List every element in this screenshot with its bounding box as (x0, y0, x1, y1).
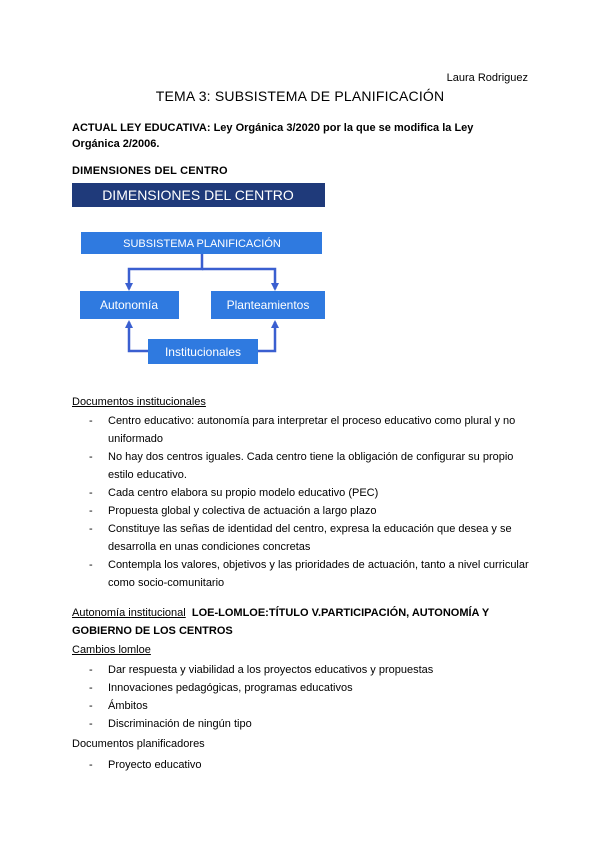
diagram-right-box-label: Planteamientos (226, 298, 310, 312)
page-title: TEMA 3: SUBSISTEMA DE PLANIFICACIÓN (155, 88, 445, 104)
docs-institucionales-list (72, 412, 532, 592)
list-item: - Propuesta global y colectiva de actuación a largo plazo (89, 505, 377, 517)
list-item: - Constituye las señas de identidad del centro, expresa la educación que desea y se desarrolla en unas condiciones concretas (89, 523, 512, 553)
list-item: - Proyecto educativo (89, 759, 202, 771)
list-item: - Innovaciones pedagógicas, programas educativos (89, 682, 353, 694)
planificadores-list (72, 756, 532, 774)
arrow-bottom-to-left (129, 322, 148, 351)
list-item: - Ámbitos (89, 700, 148, 712)
arrow-top-to-right (202, 269, 275, 289)
cambios-heading: Cambios lomloe (72, 644, 151, 656)
autonomia-law: LOE-LOMLOE:TÍTULO V.PARTICIPACIÓN, AUTONOMÍA Y GOBIERNO DE LOS CENTROS (72, 607, 490, 637)
autonomia-label: Autonomía institucional (72, 607, 186, 619)
docs-institucionales-heading: Documentos institucionales (72, 396, 206, 408)
list-item: - Dar respuesta y viabilidad a los proyectos educativos y propuestas (89, 664, 434, 676)
arrow-bottom-to-right (258, 322, 275, 351)
cambios-list (72, 661, 532, 733)
diagram-banner-label: DIMENSIONES DEL CENTRO (102, 187, 294, 203)
autonomia-section (72, 604, 532, 640)
planificadores-heading: Documentos planificadores (72, 738, 205, 750)
diagram-top-box-label: SUBSISTEMA PLANIFICACIÓN (123, 238, 281, 250)
list-item: - Cada centro elabora su propio modelo educativo (PEC) (89, 487, 379, 499)
law-statement: ACTUAL LEY EDUCATIVA: Ley Orgánica 3/2020 por la que se modifica la Ley Orgánica 2/2006. (72, 122, 474, 150)
diagram-left-box-label: Autonomía (99, 298, 159, 312)
list-item: - Discriminación de ningún tipo (89, 718, 252, 730)
list-item: - Contempla los valores, objetivos y las prioridades de actuación, tanto a nivel curricular como socio-comunitario (89, 559, 529, 589)
list-item: - No hay dos centros iguales. Cada centro tiene la obligación de configurar su propio estilo educativo. (89, 451, 514, 481)
list-item: - Centro educativo: autonomía para interpretar el proceso educativo como plural y no uniformado (89, 415, 516, 445)
author-name: Laura Rodriguez (446, 72, 528, 84)
diagram-bottom-box-label: Institucionales (164, 345, 242, 359)
dimensions-diagram (72, 183, 328, 368)
arrow-top-to-left (129, 254, 202, 289)
dimensions-heading: DIMENSIONES DEL CENTRO (72, 165, 228, 177)
